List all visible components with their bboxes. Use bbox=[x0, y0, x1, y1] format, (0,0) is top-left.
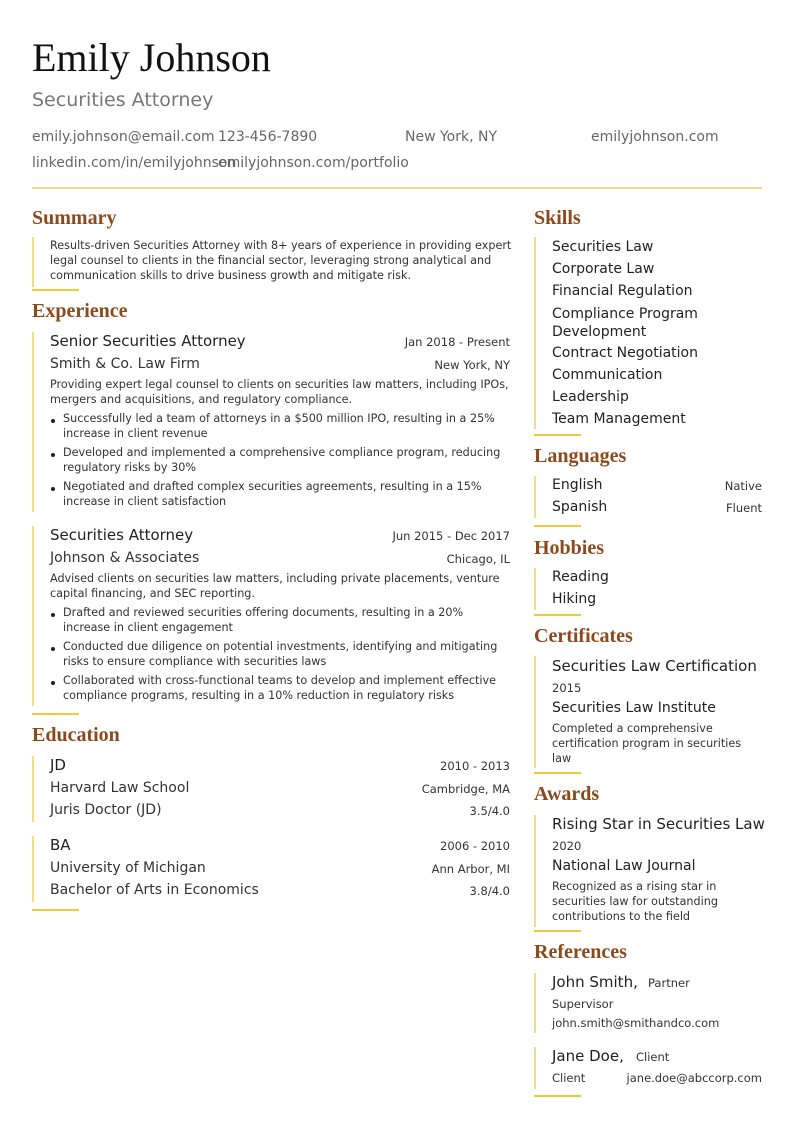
job-company: Smith & Co. Law Firm bbox=[50, 356, 200, 372]
phone-number: 123-456-7890 bbox=[218, 129, 318, 145]
education-field: Bachelor of Arts in Economics bbox=[50, 882, 259, 898]
job-dates: Jun 2015 - Dec 2017 bbox=[392, 529, 510, 543]
summary-underline bbox=[32, 289, 79, 291]
job-bullet: Drafted and reviewed securities offering documents, resulting in a 20% increase in client engagement bbox=[63, 606, 464, 634]
job-description: Advised clients on securities law matters, including private placements, venture capital financing, and SEC reporting. bbox=[50, 572, 500, 600]
award-title: Rising Star in Securities Law bbox=[552, 815, 765, 833]
references-heading: References bbox=[534, 941, 627, 963]
language-name: English bbox=[552, 477, 603, 493]
education-years: 2006 - 2010 bbox=[440, 839, 510, 853]
award-year: 2020 bbox=[552, 839, 582, 853]
certificate-year: 2015 bbox=[552, 681, 582, 695]
hobby-item: Hiking bbox=[552, 591, 597, 607]
job-bullet: Collaborated with cross-functional teams to develop and implement effective compliance programs, resulting in a 10% reduction in regulatory risks bbox=[63, 674, 497, 702]
email-link[interactable]: emily.johnson@email.com bbox=[32, 129, 215, 145]
education-location: Cambridge, MA bbox=[421, 782, 510, 796]
job-location: New York, NY bbox=[434, 358, 510, 372]
education-gpa: 3.5/4.0 bbox=[469, 804, 510, 818]
reference-position: Partner bbox=[648, 976, 690, 990]
job-title: Securities Attorney bbox=[32, 89, 214, 111]
certificates-underline bbox=[534, 772, 581, 774]
education-school: University of Michigan bbox=[50, 860, 206, 876]
reference-name: John Smith, bbox=[552, 973, 638, 991]
reference-relation: Client bbox=[552, 1071, 586, 1085]
skill-item: Corporate Law bbox=[552, 261, 655, 277]
awards-accent-line bbox=[534, 815, 536, 927]
skills-heading: Skills bbox=[534, 207, 581, 229]
language-name: Spanish bbox=[552, 499, 608, 515]
header-divider bbox=[32, 187, 762, 189]
languages-underline bbox=[534, 525, 581, 527]
certificate-issuer: Securities Law Institute bbox=[552, 700, 716, 716]
hobbies-underline bbox=[534, 614, 581, 616]
job-bullet: Conducted due diligence on potential investments, identifying and mitigating risks to ensure compliance with securities laws bbox=[63, 640, 498, 668]
education-degree: JD bbox=[50, 756, 66, 774]
reference-relation: Supervisor bbox=[552, 997, 614, 1011]
language-level: Fluent bbox=[726, 501, 762, 515]
education-field: Juris Doctor (JD) bbox=[50, 802, 162, 818]
education-degree: BA bbox=[50, 836, 71, 854]
job-bullet: Developed and implemented a comprehensive compliance program, reducing regulatory risks by 30% bbox=[63, 446, 501, 474]
hobbies-heading: Hobbies bbox=[534, 537, 605, 559]
education-accent-line bbox=[32, 836, 34, 902]
awards-heading: Awards bbox=[534, 783, 600, 805]
award-issuer: National Law Journal bbox=[552, 858, 696, 874]
experience-heading: Experience bbox=[32, 300, 128, 322]
job-description: Providing expert legal counsel to clients on securities law matters, including IPOs, mergers and acquisitions, and regulatory compliance. bbox=[50, 378, 509, 406]
award-description: Recognized as a rising star in securities law for outstanding contributions to the field bbox=[552, 880, 718, 923]
education-heading: Education bbox=[32, 724, 120, 746]
certificates-accent-line bbox=[534, 656, 536, 768]
bullet-dot bbox=[51, 613, 55, 617]
reference-email[interactable]: john.smith@smithandco.com bbox=[552, 1016, 720, 1030]
bullet-dot bbox=[51, 647, 55, 651]
skills-underline bbox=[534, 434, 581, 436]
language-level: Native bbox=[724, 479, 762, 493]
reference-accent-line bbox=[534, 1047, 536, 1089]
linkedin-link[interactable]: linkedin.com/in/emilyjohnson bbox=[32, 155, 237, 171]
bullet-dot bbox=[51, 419, 55, 423]
summary-heading: Summary bbox=[32, 207, 117, 229]
summary-text: Results-driven Securities Attorney with 8+ years of experience in providing expert legal counsel to clients in the financial sector, leveraging strong analytical and communication skills to drive business growth and mitigate risk. bbox=[50, 239, 512, 282]
reference-email[interactable]: jane.doe@abccorp.com bbox=[626, 1071, 762, 1085]
job-bullet: Negotiated and drafted complex securities agreements, resulting in a 15% increase in client satisfaction bbox=[63, 480, 482, 508]
skill-item: Communication bbox=[552, 367, 663, 383]
skill-item: Compliance Program Development bbox=[552, 306, 698, 340]
candidate-name: Emily Johnson bbox=[32, 35, 271, 80]
languages-heading: Languages bbox=[534, 445, 627, 467]
education-location: Ann Arbor, MI bbox=[431, 862, 510, 876]
reference-accent-line bbox=[534, 973, 536, 1033]
summary-accent-line bbox=[32, 237, 34, 287]
education-school: Harvard Law School bbox=[50, 780, 190, 796]
hobbies-accent-line bbox=[534, 568, 536, 610]
job-company: Johnson & Associates bbox=[50, 550, 200, 566]
awards-underline bbox=[534, 930, 581, 932]
job-role: Securities Attorney bbox=[50, 526, 194, 544]
reference-position: Client bbox=[636, 1050, 670, 1064]
references-underline bbox=[534, 1095, 581, 1097]
skill-item: Leadership bbox=[552, 389, 629, 405]
bullet-dot bbox=[51, 487, 55, 491]
certificate-title: Securities Law Certification bbox=[552, 657, 757, 675]
hobby-item: Reading bbox=[552, 569, 609, 585]
job-location: Chicago, IL bbox=[446, 552, 510, 566]
education-accent-line bbox=[32, 756, 34, 822]
bullet-dot bbox=[51, 453, 55, 457]
reference-name: Jane Doe, bbox=[552, 1047, 624, 1065]
education-gpa: 3.8/4.0 bbox=[469, 884, 510, 898]
bullet-dot bbox=[51, 681, 55, 685]
job-role: Senior Securities Attorney bbox=[50, 332, 246, 350]
skill-item: Team Management bbox=[552, 411, 686, 427]
skill-item: Contract Negotiation bbox=[552, 345, 698, 361]
skill-item: Financial Regulation bbox=[552, 283, 693, 299]
job-dates: Jan 2018 - Present bbox=[404, 335, 510, 349]
certificate-description: Completed a comprehensive certification program in securities law bbox=[552, 722, 742, 765]
portfolio-link[interactable]: emilyjohnson.com/portfolio bbox=[218, 155, 409, 171]
languages-accent-line bbox=[534, 476, 536, 518]
education-underline bbox=[32, 909, 79, 911]
experience-underline bbox=[32, 713, 79, 715]
skill-item: Securities Law bbox=[552, 239, 654, 255]
website-link[interactable]: emilyjohnson.com bbox=[591, 129, 719, 145]
job-accent-line bbox=[32, 526, 34, 706]
education-years: 2010 - 2013 bbox=[440, 759, 510, 773]
job-bullet: Successfully led a team of attorneys in a $500 million IPO, resulting in a 25% increase in client revenue bbox=[63, 412, 495, 440]
location: New York, NY bbox=[405, 129, 498, 145]
skills-accent-line bbox=[534, 237, 536, 429]
job-accent-line bbox=[32, 332, 34, 512]
certificates-heading: Certificates bbox=[534, 625, 633, 647]
